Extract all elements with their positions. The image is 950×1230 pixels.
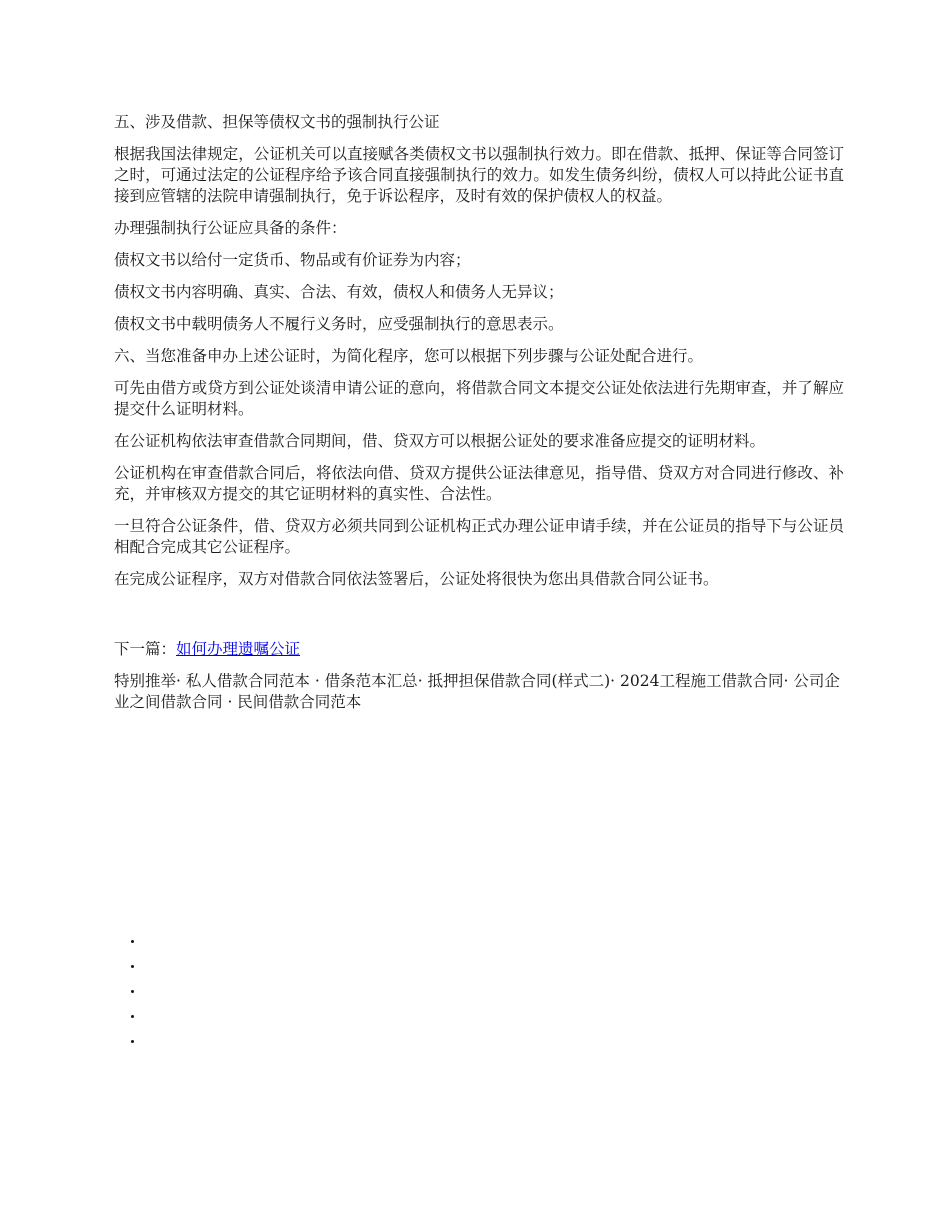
related-link[interactable]: 抵押担保借款合同(样式二) [427,672,611,690]
related-link[interactable]: 私人借款合同范本 [185,672,310,690]
related-link[interactable]: 民间借款合同范本 [237,693,362,711]
related-label: 特别推举 [114,672,177,690]
article-body [114,112,844,713]
condition-item: 债权文书以给付一定货币、物品或有价证券为内容； [114,251,471,269]
step-item: 公证机构在审查借款合同后，将依法向借、贷双方提供公证法律意见，指导借、贷双方对合同进行修改、补充，并审核双方提交的其它证明材料的真实性、合法性。 [114,464,844,503]
step-item: 在公证机构依法审查借款合同期间，借、贷双方可以根据公证处的要求准备应提交的证明材料。 [114,432,766,450]
paragraph: 办理强制执行公证应具备的条件： [114,219,347,237]
next-article-label: 下一篇： [114,640,177,658]
related-link[interactable]: 公司企业之间借款合同 [114,672,840,711]
section-heading-5: 五、涉及借款、担保等债权文书的强制执行公证 [114,113,440,131]
related-link[interactable]: 2024工程施工借款合同 [620,672,784,690]
next-article-link[interactable]: 如何办理遗嘱公证 [176,640,301,658]
spacer [114,601,844,639]
condition-item: 债权文书内容明确、真实、合法、有效，债权人和债务人无异议； [114,283,564,301]
related-articles: 特别推举· 私人借款合同范本 · 借条范本汇总· 抵押担保借款合同(样式二)· 2024工程施工借款合同· 公司企业之间借款合同 · 民间借款合同范本 [114,672,840,711]
next-article [114,639,844,660]
step-item: 一旦符合公证条件，借、贷双方必须共同到公证机构正式办理公证申请手续，并在公证员的指导下与公证员相配合完成其它公证程序。 [114,517,844,556]
paragraph: 根据我国法律规定，公证机关可以直接赋各类债权文书以强制执行效力。即在借款、抵押、保证等合同签订之时，可通过法定的公证程序给予该合同直接强制执行的效力。如发生债务纠纷，债权人可以持此公证书直接到应管辖的法院申请强制执行，免于诉讼程序，及时有效的保护债权人的权益。 [114,145,844,205]
related-link[interactable]: 借条范本汇总 [324,672,418,690]
section-heading-6: 六、当您准备申办上述公证时，为简化程序，您可以根据下列步骤与公证处配合进行。 [114,347,704,365]
step-item: 可先由借方或贷方到公证处谈清申请公证的意向，将借款合同文本提交公证处依法进行先期审查，并了解应提交什么证明材料。 [114,379,844,418]
condition-item: 债权文书中载明债务人不履行义务时，应受强制执行的意思表示。 [114,315,564,333]
step-item: 在完成公证程序，双方对借款合同依法签署后，公证处将很快为您出具借款合同公证书。 [114,570,719,588]
